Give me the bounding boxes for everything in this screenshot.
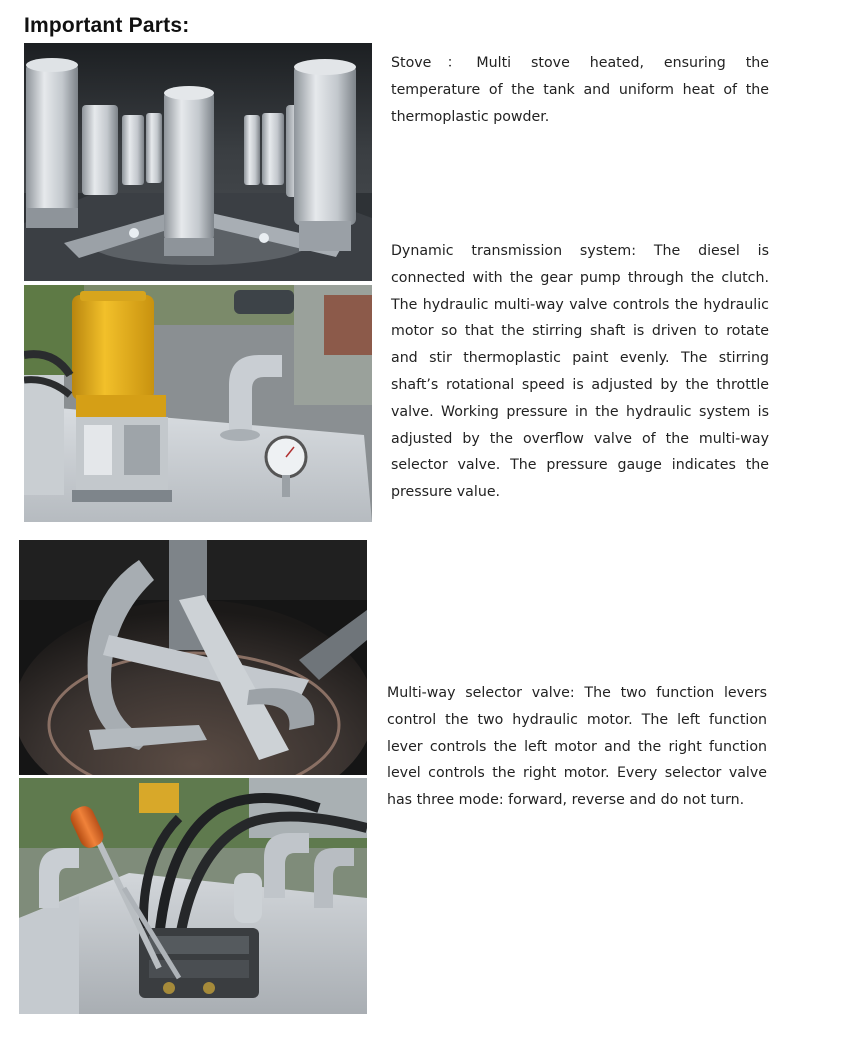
dynamic-transmission-description: Dynamic transmission system: The diesel is connected with the gear pump through the clutch. The hydraulic multi-way valve controls the hydraulic motor so that the stirring shaft is driven to rotate and stir thermoplastic paint evenly. The stirring shaft’s rotational speed is adjusted by the throttle valve. Working pressure in the hydraulic system is adjusted by the overflow valve of the multi-way selector valve. The pressure gauge indicates the pressure value. [391, 243, 769, 501]
stove-photo [24, 43, 372, 281]
stirring-shaft-photo [19, 540, 367, 775]
hydraulic-motor-photo [24, 285, 372, 522]
selector-valve-photo [19, 778, 367, 1014]
selector-valve-description: Multi-way selector valve: The two function levers control the two hydraulic motor. The left function lever controls the left motor and the right function level controls the right motor. Every selector valve has three mode: forward, reverse and do not turn. [387, 685, 767, 809]
stove-description: Stove：Multi stove heated, ensuring the temperature of the tank and uniform heat of the thermoplastic powder. [391, 55, 769, 125]
page-heading: Important Parts: [24, 14, 190, 37]
